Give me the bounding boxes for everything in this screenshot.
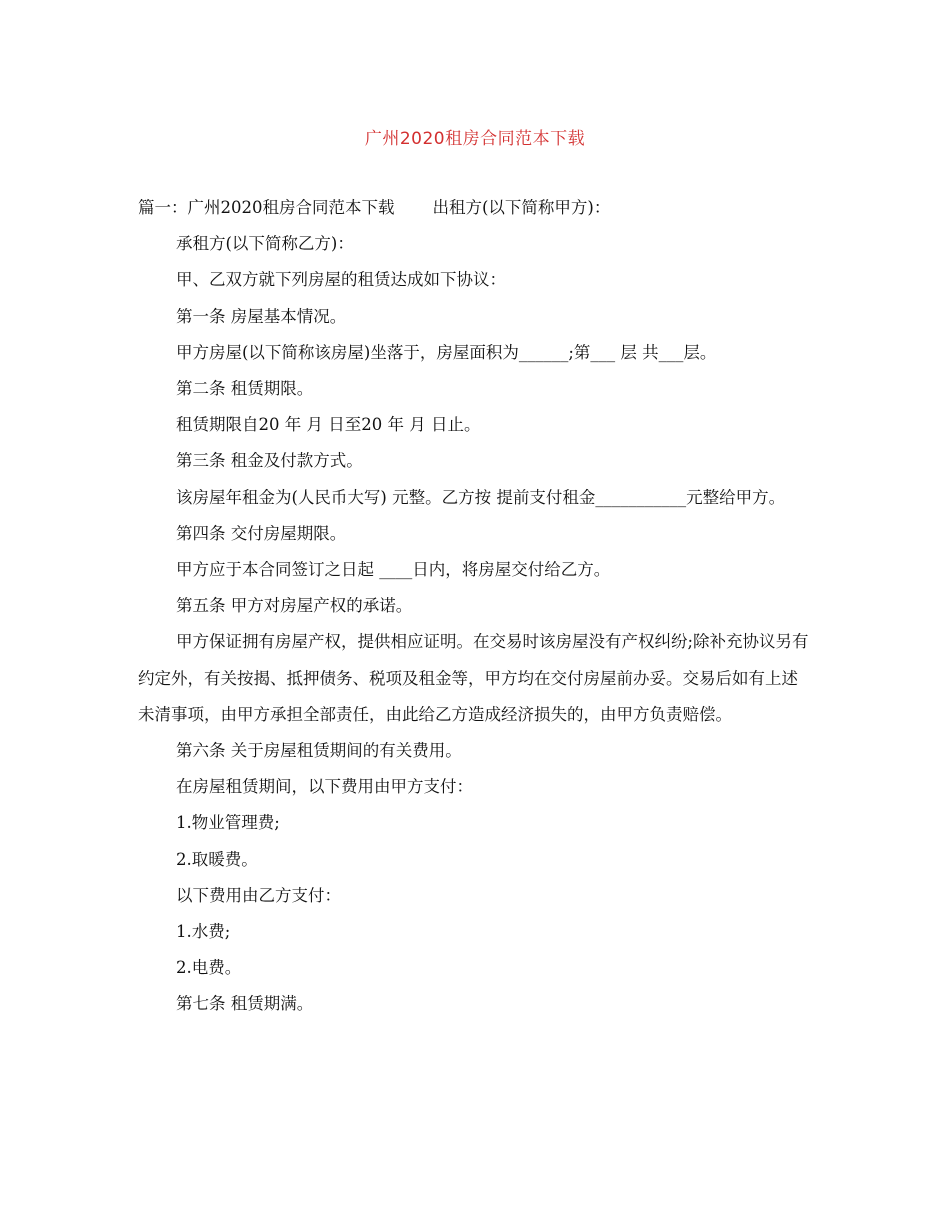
document-title: 广州2020租房合同范本下载 <box>364 129 586 149</box>
paragraph: 租赁期限自20 年 月 日至20 年 月 日止。 <box>176 415 481 435</box>
paragraph: 甲方保证拥有房屋产权，提供相应证明。在交易时该房屋没有产权纠纷;除补充协议另有约定外，有关按揭、抵押债务、税项及租金等，甲方均在交付房屋前办妥。交易后如有上述未清事项，由甲方承担全部责任，由此给乙方造成经济损失的，由甲方负责赔偿。 <box>138 632 809 724</box>
article-heading: 第三条 租金及付款方式。 <box>176 451 363 471</box>
list-item: 1.物业管理费; <box>176 813 280 833</box>
article-heading: 第二条 租赁期限。 <box>176 379 314 399</box>
paragraph: 甲方应于本合同签订之日起 ____日内，将房屋交付给乙方。 <box>176 560 611 580</box>
article-heading: 第六条 关于房屋租赁期间的有关费用。 <box>176 741 462 761</box>
lessor-label: 出租方(以下简称甲方)： <box>432 198 611 217</box>
paragraph: 甲方房屋(以下简称该房屋)坐落于，房屋面积为______;第___ 层 共___层。 <box>176 342 717 362</box>
article-heading: 第一条 房屋基本情况。 <box>176 306 347 326</box>
paragraph: 该房屋年租金为(人民币大写) 元整。乙方按 提前支付租金___________元整给甲方。 <box>176 487 786 507</box>
intro-heading: 篇一：广州2020租房合同范本下载 <box>138 198 395 217</box>
paragraph: 在房屋租赁期间，以下费用由甲方支付： <box>176 777 473 797</box>
paragraph: 承租方(以下简称乙方)： <box>176 234 354 254</box>
paragraph: 甲、乙双方就下列房屋的租赁达成如下协议： <box>176 270 506 290</box>
document-body <box>138 190 810 1023</box>
paragraph: 以下费用由乙方支付： <box>176 885 341 905</box>
article-heading: 第七条 租赁期满。 <box>176 994 314 1014</box>
article-heading: 第五条 甲方对房屋产权的承诺。 <box>176 596 413 616</box>
list-item: 1.水费; <box>176 922 231 942</box>
list-item: 2.取暖费。 <box>176 849 258 869</box>
article-heading: 第四条 交付房屋期限。 <box>176 523 347 543</box>
list-item: 2.电费。 <box>176 958 242 978</box>
intro-line <box>138 190 810 226</box>
